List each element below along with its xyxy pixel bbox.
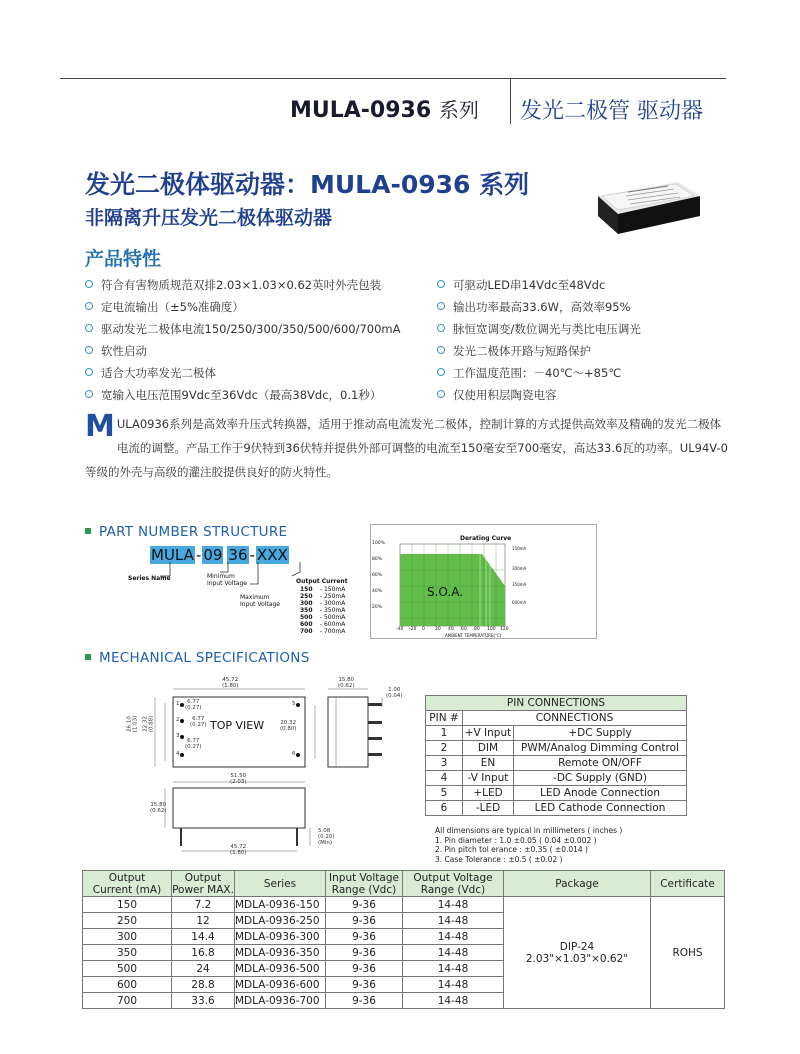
spec-header-row: Output Current (mA) Output Power MAX. Series Input Voltage Range (Vdc) Output Voltage Range (Vdc) Package Certificate (83, 871, 725, 897)
pin-label-2: 2 (176, 717, 180, 723)
feature-left-1: 符合有害物质规范双排2.03×1.03×0.62英吋外壳包装 (85, 277, 381, 293)
bullet-icon (85, 302, 93, 310)
bullet-icon (437, 324, 445, 332)
pin-label-4: 4 (176, 751, 180, 757)
spec-row: 250 12 MDLA-0936-250 9-36 14-48 (83, 913, 725, 929)
feature-right-2: 输出功率最高33.6W，高效率95% (437, 299, 631, 315)
bullet-icon (85, 368, 93, 376)
bullet-icon (437, 390, 445, 398)
derating-xlabel: AMBIENT TEMPERATURE(°C) (445, 633, 502, 638)
feature-right-6: 仅使用积层陶瓷电容 (437, 387, 557, 403)
header-series-suffix: 系列 (438, 98, 479, 122)
pin-label-5: 5 (292, 701, 296, 707)
main-title: 发光二极体驱动器：MULA-0936 系列 (85, 170, 530, 199)
pin-row: 4 -V Input -DC Supply (GND) (426, 771, 687, 786)
bullet-icon (85, 324, 93, 332)
mechanical-heading: MECHANICAL SPECIFICATIONS (85, 650, 310, 666)
pin-label-1: 1 (176, 701, 180, 707)
feature-right-5: 工作温度范围：－40℃～+85℃ (437, 365, 621, 381)
spec-row: 300 14.4 MDLA-0936-300 9-36 14-48 (83, 929, 725, 945)
description-text: ULA0936系列是高效率升压式转换器，适用于推动高电流发光二极体，控制计算的方式提供高效率及精确的发光二极体电流的调整。产品工作于9伏特到36伏特并提供外部可调整的电流至150毫安至700毫安，高达33.6瓦的功率。UL94V-0等级的外壳与高级的灌注胶提供良好的防火特性。 (85, 417, 728, 479)
product-photo (588, 178, 706, 240)
connections-col-header: CONNECTIONS (463, 711, 687, 726)
description (85, 409, 730, 484)
dim-height-bottom: 15.80 (0.62) (150, 802, 167, 814)
pin-table (425, 695, 687, 816)
part-number-heading: PART NUMBER STRUCTURE (85, 524, 287, 540)
feature-right-1: 可驱动LED串14Vdc至48Vdc (437, 277, 605, 293)
spec-row: 500 24 MDLA-0936-500 9-36 14-48 (83, 961, 725, 977)
feature-left-4: 软性启动 (85, 343, 147, 359)
spec-row: 700 33.6 MDLA-0936-700 9-36 14-48 (83, 993, 725, 1009)
dim-height-left2: 22.32 (0.88) (142, 715, 155, 733)
dim-width-side: 15.80 (0.62) (338, 677, 355, 689)
dropcap: M (85, 409, 115, 444)
header-divider (510, 78, 511, 124)
pin-label-6: 6 (292, 751, 296, 757)
bullet-icon (437, 280, 445, 288)
note-line: 3. Case Tolerance : ±0.5 ( ±0.02 ) (435, 854, 563, 864)
dimension-notes (435, 826, 622, 864)
pn-current-row: 500 - 500mA (300, 614, 346, 621)
dim-height-left1: 26.10 (1.03) (126, 715, 139, 733)
pn-current-row: 250 - 250mA (300, 593, 346, 600)
square-bullet-icon (85, 528, 91, 534)
certificate-cell: ROHS (651, 897, 725, 1009)
feature-right-3: 脉恒宽调变/数位调光与类比电压调光 (437, 321, 641, 337)
pn-current-row: 150 - 150mA (300, 586, 346, 593)
spec-row: 150 7.2 MDLA-0936-150 9-36 14-48 DIP-24 2.03"×1.03"×0.62" ROHS (83, 897, 725, 913)
square-bullet-icon (85, 654, 91, 660)
feature-right-4: 发光二极体开路与短路保护 (437, 343, 591, 359)
dim-width-top: 45.72 (1.80) (222, 677, 239, 689)
pn-current-row: 350 - 350mA (300, 607, 346, 614)
pn-current-title: Output Current (296, 578, 348, 585)
bullet-icon (437, 302, 445, 310)
pn-current: XXX (256, 546, 288, 564)
feature-left-3: 驱动发光二极体电流150/250/300/350/500/600/700mA (85, 321, 400, 337)
pn-current-row: 700 - 700mA (300, 628, 346, 635)
svg-text:150mA: 150mA (512, 546, 527, 551)
derating-plot (370, 524, 595, 637)
derating-title: Derating Curve (460, 535, 512, 542)
bullet-icon (85, 390, 93, 398)
svg-text:300mA: 300mA (512, 566, 527, 571)
feature-left-5: 适合大功率发光二极体 (85, 365, 216, 381)
pin-table-title: PIN CONNECTIONS (426, 696, 687, 711)
note-line: 1. Pin diameter : 1.0 ±0.05 ( 0.04 ±0.002 ) (435, 835, 597, 845)
feature-left-2: 定电流输出（±5%准确度） (85, 299, 244, 315)
dim-pitch-3: 6.77 (0.27) (185, 738, 202, 750)
spec-table (82, 870, 725, 1009)
sub-title: 非隔离升压发光二极体驱动器 (85, 207, 333, 229)
dim-width-bottom2: 45.72 (1.80) (230, 844, 247, 856)
pn-current-row: 300 - 300mA (300, 600, 346, 607)
pin-col-header: PIN # (426, 711, 463, 726)
svg-text:350mA: 350mA (512, 582, 527, 587)
top-view-label: TOP VIEW (210, 719, 265, 732)
pn-min-label: Minimum Input Voltage (207, 573, 247, 587)
spec-row: 600 28.8 MDLA-0936-600 9-36 14-48 (83, 977, 725, 993)
dim-pin-dia: 1.00 (0.04) (386, 687, 403, 699)
header-category: 发光二极管 驱动器 (520, 99, 703, 124)
package-cell: DIP-24 2.03"×1.03"×0.62" (504, 897, 651, 1009)
feature-left-6: 宽输入电压范围9Vdc至36Vdc（最高38Vdc，0.1秒） (85, 387, 381, 403)
pn-dash: - (249, 546, 255, 564)
note-line: 2. Pin pitch tol erance : ±0.35 ( ±0.014 ) (435, 845, 588, 854)
derating-soa: S.O.A. (427, 585, 464, 599)
pin-row: 5 +LED LED Anode Connection (426, 786, 687, 801)
bullet-icon (85, 346, 93, 354)
svg-text:600mA: 600mA (512, 600, 527, 605)
derating-xticks: -40 -20 0 20 40 60 80 100 120 (396, 627, 509, 632)
pin-row: 3 EN Remote ON/OFF (426, 756, 687, 771)
dim-width-bottom: 51.50 (2.03) (230, 773, 247, 785)
bullet-icon (85, 280, 93, 288)
pin-label-3: 3 (176, 733, 180, 739)
derating-yticks: 100% 80% 60% 40% 20% (372, 541, 385, 610)
bullet-icon (437, 368, 445, 376)
header-rule (60, 78, 726, 79)
header-model-name: MULA-0936 (290, 98, 432, 123)
pn-max-label: Maximum Input Voltage (240, 594, 280, 608)
mechanical-drawing (120, 675, 420, 865)
dim-height-right: 20.32 (0.80) (280, 720, 297, 732)
pin-row: 2 DIM PWM/Analog Dimming Control (426, 741, 687, 756)
dim-pin-length: 5.08 (0.20) (Min) (318, 828, 335, 846)
pn-current-list (300, 586, 345, 635)
spec-row: 350 16.8 MDLA-0936-350 9-36 14-48 (83, 945, 725, 961)
pn-max-v: 36 (228, 546, 248, 564)
pin-row: 6 -LED LED Cathode Connection (426, 801, 687, 816)
pin-row: 1 +V Input +DC Supply (426, 726, 687, 741)
pn-min-v: 09 (203, 546, 223, 564)
pn-dash: - (195, 546, 202, 564)
dim-pitch-1: 6.77 (0.27) (185, 699, 202, 711)
pn-series-label: Series Name (128, 575, 171, 582)
header-model (290, 94, 479, 123)
bullet-icon (437, 346, 445, 354)
pn-current-row: 600 - 600mA (300, 621, 346, 628)
features-heading: 产品特性 (85, 248, 162, 270)
note-line: All dimensions are typical in millimeters ( inches ) (435, 826, 623, 835)
dim-pitch-2: 6.77 (0.27) (190, 716, 207, 728)
pn-series: MULA (151, 546, 194, 564)
